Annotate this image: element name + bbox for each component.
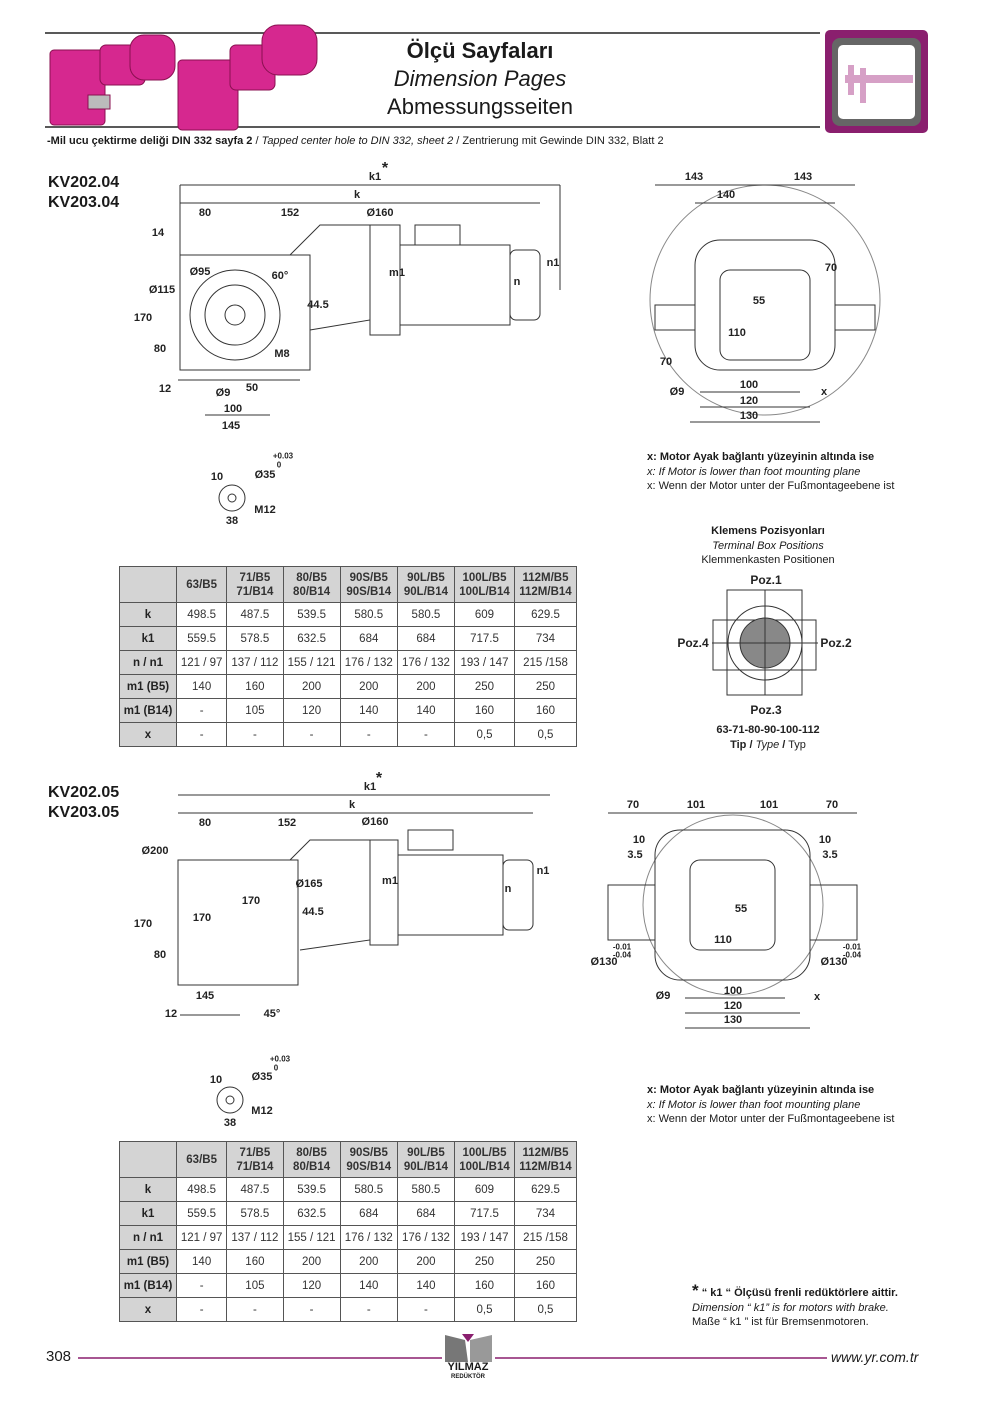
table-body: [120, 1178, 577, 1322]
sep: /: [255, 135, 259, 147]
table-cell: 684: [340, 627, 397, 651]
table-cell: 120: [283, 1274, 340, 1298]
table-cell: 155 / 121: [283, 1226, 340, 1250]
din-note-en: Tapped center hole to DIN 332, sheet 2: [261, 135, 454, 147]
model-name: KV203.05: [48, 804, 120, 821]
dim-label: 10: [209, 1074, 223, 1086]
dimension-table-1: [119, 566, 577, 747]
table-cell: 632.5: [283, 627, 340, 651]
col-header: 90L/B5 90L/B14: [397, 1142, 454, 1178]
table-cell: 0,5: [514, 1298, 576, 1322]
table-cell: 632.5: [283, 1202, 340, 1226]
table-row: [120, 1226, 577, 1250]
dim-label: Ø200: [141, 845, 169, 857]
dim-label: k1: [363, 781, 377, 793]
product-image: [50, 25, 317, 130]
dim-label: M12: [251, 1105, 273, 1117]
sep: /: [749, 739, 753, 751]
table-cell: 250: [514, 1250, 576, 1274]
row-label: m1 (B14): [120, 1274, 177, 1298]
table-cell: -: [397, 723, 454, 747]
dim-label: 10: [210, 471, 224, 483]
table-cell: 121 / 97: [177, 1226, 227, 1250]
table-cell: 539.5: [283, 603, 340, 627]
pos-3-label: Poz.3: [750, 703, 782, 717]
table-cell: -: [340, 1298, 397, 1322]
din-note-tr: -Mil ucu çektirme deliği DIN 332 sayfa 2: [47, 135, 253, 147]
dim-label: 80: [198, 817, 212, 829]
col-header: 63/B5: [177, 1142, 227, 1178]
dim-label: 80: [153, 343, 167, 355]
table-cell: 105: [227, 699, 283, 723]
table-cell: 578.5: [227, 1202, 283, 1226]
table-cell: -: [177, 1274, 227, 1298]
note-en: x: If Motor is lower than foot mounting plane: [647, 465, 861, 478]
tb-type: [730, 739, 806, 751]
dim-label: Ø95: [189, 266, 211, 278]
table-cell: 105: [227, 1274, 283, 1298]
table-cell: -: [227, 723, 283, 747]
footnote-tr: “ k1 “ Ölçüsü frenli redüktörlere aittir.: [701, 1287, 898, 1299]
dim-label: Ø115: [148, 284, 176, 296]
dim-label: 145: [221, 420, 241, 432]
row-label: n / n1: [120, 1226, 177, 1250]
model-title-2: [48, 783, 119, 823]
dim-label: 70: [626, 799, 640, 811]
table-cell: 734: [514, 627, 576, 651]
col-header: 112M/B5 112M/B14: [514, 567, 576, 603]
table-cell: 215 /158: [514, 651, 576, 675]
footnote-en: Dimension “ k1” is for motors with brake.: [692, 1301, 889, 1314]
table-cell: 629.5: [514, 603, 576, 627]
table-row: [120, 651, 577, 675]
row-label: m1 (B5): [120, 675, 177, 699]
table-cell: 193 / 147: [455, 651, 515, 675]
col-header: 80/B5 80/B14: [283, 1142, 340, 1178]
shaft-detail-1: [219, 485, 245, 511]
page-number: 308: [46, 1348, 72, 1365]
table-row: [120, 1202, 577, 1226]
model-name: KV202.04: [48, 174, 120, 191]
dim-label: Ø35: [254, 469, 276, 481]
table-cell: 121 / 97: [177, 651, 227, 675]
table-cell: 137 / 112: [227, 1226, 283, 1250]
row-label: x: [120, 723, 177, 747]
table-cell: -: [227, 1298, 283, 1322]
dim-label: k: [348, 799, 356, 811]
dim-label: 80: [153, 949, 167, 961]
table-row: [120, 1298, 577, 1322]
col-header: 90S/B5 90S/B14: [340, 1142, 397, 1178]
row-label: m1 (B14): [120, 699, 177, 723]
table-cell: -: [177, 1298, 227, 1322]
dim-label: M12: [254, 504, 276, 516]
table-cell: -: [177, 699, 227, 723]
table-row: [120, 627, 577, 651]
table-cell: 160: [514, 699, 576, 723]
dim-label: k: [353, 189, 361, 201]
caliper-icon: [825, 30, 928, 133]
table-cell: 160: [455, 699, 515, 723]
dim-label: 120: [723, 1000, 743, 1012]
dim-label: x: [813, 991, 821, 1003]
table-row: [120, 603, 577, 627]
dim-label: 12: [158, 383, 172, 395]
dim-label: *: [381, 160, 389, 177]
dim-label: 152: [280, 207, 300, 219]
dim-label: Ø160: [366, 207, 394, 219]
table-cell: 487.5: [227, 603, 283, 627]
table-row: [120, 675, 577, 699]
din-note: [47, 135, 664, 147]
table-cell: 498.5: [177, 603, 227, 627]
col-header: 112M/B5 112M/B14: [514, 1142, 576, 1178]
table-cell: -: [283, 723, 340, 747]
table-cell: 717.5: [455, 627, 515, 651]
table-cell: 137 / 112: [227, 651, 283, 675]
table-cell: 160: [514, 1274, 576, 1298]
note-de: x: Wenn der Motor unter der Fußmontageebene ist: [647, 480, 895, 492]
table-cell: 580.5: [397, 1178, 454, 1202]
table-cell: 200: [397, 675, 454, 699]
corner-cell: [120, 567, 177, 603]
side-view-1: [178, 185, 560, 415]
table-cell: 193 / 147: [455, 1226, 515, 1250]
table-cell: 160: [455, 1274, 515, 1298]
table-cell: 609: [455, 603, 515, 627]
dim-label: 12: [164, 1008, 178, 1020]
table-cell: 200: [340, 675, 397, 699]
table-cell: 539.5: [283, 1178, 340, 1202]
yilmaz-logo: [445, 1334, 492, 1362]
pos-4-label: Poz.4: [677, 636, 709, 650]
row-label: m1 (B5): [120, 1250, 177, 1274]
dim-label: Ø130: [820, 956, 848, 968]
dim-label: 120: [739, 395, 759, 407]
dim-label: n: [513, 276, 521, 288]
dim-label: 38: [225, 515, 239, 527]
table-row: [120, 1250, 577, 1274]
table-cell: 487.5: [227, 1178, 283, 1202]
dim-label: Ø9: [669, 386, 685, 398]
dim-label: 0: [276, 460, 282, 470]
dim-label: 100: [723, 985, 743, 997]
motor-note-1: [647, 450, 894, 494]
table-cell: -: [340, 723, 397, 747]
tb-title-de: Klemmenkasten Positionen: [701, 554, 835, 566]
dim-label: 140: [716, 189, 736, 201]
col-header: 100L/B5 100L/B14: [455, 1142, 515, 1178]
table-cell: 559.5: [177, 627, 227, 651]
pos-1-label: Poz.1: [750, 573, 782, 587]
terminal-box-title: [668, 524, 868, 568]
dim-label: 130: [739, 410, 759, 422]
col-header: 63/B5: [177, 567, 227, 603]
tb-title-en: Terminal Box Positions: [712, 539, 824, 552]
model-title-1: [48, 173, 119, 213]
table-cell: 0,5: [455, 723, 515, 747]
dim-label: 100: [223, 403, 243, 415]
dim-label: 10: [632, 834, 646, 846]
dim-label: M8: [274, 348, 290, 360]
table-cell: 629.5: [514, 1178, 576, 1202]
table-cell: 176 / 132: [397, 1226, 454, 1250]
table-cell: 609: [455, 1178, 515, 1202]
footnote-de: Maße “ k1 ” ist für Bremsenmotoren.: [692, 1316, 869, 1328]
dim-label: -0.01: [842, 942, 862, 952]
dim-label: 0: [273, 1063, 279, 1073]
dim-label: 70: [824, 262, 838, 274]
logo-sub: REDÜKTÖR: [451, 1374, 485, 1380]
motor-note-2: [647, 1083, 894, 1127]
dim-label: +0.03: [272, 451, 294, 461]
dim-label: 170: [241, 895, 261, 907]
dim-label: +0.03: [269, 1054, 291, 1064]
dim-label: 80: [198, 207, 212, 219]
row-label: k1: [120, 1202, 177, 1226]
dim-label: 55: [734, 903, 748, 915]
table-cell: 160: [227, 675, 283, 699]
dim-label: -0.04: [612, 950, 632, 960]
dim-label: 70: [659, 356, 673, 368]
col-header: 90L/B5 90L/B14: [397, 567, 454, 603]
sep: /: [456, 135, 460, 147]
dim-label: Ø130: [590, 956, 618, 968]
model-name: KV203.04: [48, 194, 120, 211]
table-cell: 200: [283, 1250, 340, 1274]
dim-label: 44.5: [302, 906, 324, 918]
dim-label: 110: [714, 934, 732, 946]
dim-label: m1: [382, 875, 398, 887]
type-tr: Tip: [730, 739, 747, 751]
dim-label: 55: [752, 295, 766, 307]
table-body: [120, 603, 577, 747]
table-row: [120, 723, 577, 747]
table-cell: 717.5: [455, 1202, 515, 1226]
col-header: 71/B5 71/B14: [227, 1142, 283, 1178]
table-cell: 0,5: [455, 1298, 515, 1322]
title-en: Dimension Pages: [393, 66, 567, 91]
table-header-row: [120, 1142, 577, 1178]
dim-label: -0.04: [842, 950, 862, 960]
asterisk: *: [692, 1281, 699, 1300]
dim-label: 143: [684, 171, 704, 183]
dim-label: Ø9: [655, 990, 671, 1002]
note-tr: x: Motor Ayak bağlantı yüzeyinin altında ise: [647, 451, 875, 463]
table-cell: 580.5: [340, 603, 397, 627]
table-cell: 498.5: [177, 1178, 227, 1202]
din-note-de: Zentrierung mit Gewinde DIN 332, Blatt 2: [462, 135, 664, 147]
col-header: 90S/B5 90S/B14: [340, 567, 397, 603]
table-cell: 120: [283, 699, 340, 723]
dim-label: 145: [195, 990, 215, 1002]
dim-label: x: [820, 386, 828, 398]
table-cell: 140: [340, 1274, 397, 1298]
table-cell: 140: [397, 1274, 454, 1298]
table-cell: 684: [397, 1202, 454, 1226]
pos-2-label: Poz.2: [820, 636, 852, 650]
dim-label: 101: [759, 799, 779, 811]
dim-label: 14: [151, 227, 165, 239]
row-label: k1: [120, 627, 177, 651]
dim-label: 45°: [263, 1008, 281, 1020]
table-cell: 200: [397, 1250, 454, 1274]
dim-label: 3.5: [627, 849, 643, 861]
table-row: [120, 1178, 577, 1202]
dim-label: 10: [818, 834, 832, 846]
table-cell: 580.5: [397, 603, 454, 627]
dim-label: 110: [728, 327, 746, 339]
title-tr: Ölçü Sayfaları: [406, 38, 554, 63]
dim-label: 70: [825, 799, 839, 811]
table-cell: 684: [340, 1202, 397, 1226]
table-cell: 250: [455, 675, 515, 699]
table-cell: 578.5: [227, 627, 283, 651]
tb-title-tr: Klemens Pozisyonları: [711, 525, 825, 537]
table-cell: 140: [177, 675, 227, 699]
dim-label: n1: [536, 865, 550, 877]
note-de: x: Wenn der Motor unter der Fußmontageebene ist: [647, 1113, 895, 1125]
shaft-detail-2: [217, 1087, 243, 1113]
dim-label: 130: [723, 1014, 743, 1026]
table-cell: 176 / 132: [340, 1226, 397, 1250]
k1-footnote: [692, 1281, 898, 1330]
website-link[interactable]: www.yr.com.tr: [831, 1349, 919, 1365]
dim-label: 100: [739, 379, 759, 391]
dim-label: 38: [223, 1117, 237, 1129]
note-en: x: If Motor is lower than foot mounting plane: [647, 1098, 861, 1111]
table-cell: 200: [340, 1250, 397, 1274]
col-header: 80/B5 80/B14: [283, 567, 340, 603]
corner-cell: [120, 1142, 177, 1178]
table-cell: 140: [340, 699, 397, 723]
terminal-box-diagram: [712, 590, 818, 695]
dim-label: 170: [192, 912, 212, 924]
dim-label: m1: [389, 267, 405, 279]
title-de: Abmessungsseiten: [387, 94, 573, 119]
row-label: k: [120, 1178, 177, 1202]
dim-label: -0.01: [612, 942, 632, 952]
dim-label: n1: [546, 257, 560, 269]
type-en: Type: [755, 739, 780, 751]
table-cell: -: [397, 1298, 454, 1322]
table-cell: 0,5: [514, 723, 576, 747]
dim-label: 170: [133, 312, 153, 324]
dimension-table-2: [119, 1141, 577, 1322]
row-label: x: [120, 1298, 177, 1322]
table-cell: 684: [397, 627, 454, 651]
col-header: 71/B5 71/B14: [227, 567, 283, 603]
table-cell: 559.5: [177, 1202, 227, 1226]
dim-label: Ø35: [251, 1071, 273, 1083]
table-cell: 200: [283, 675, 340, 699]
tb-sizes: 63-71-80-90-100-112: [716, 724, 820, 736]
dim-label: 44.5: [307, 299, 329, 311]
col-header: 100L/B5 100L/B14: [455, 567, 515, 603]
dim-label: Ø160: [361, 816, 389, 828]
dim-label: Ø9: [215, 387, 231, 399]
table-cell: 155 / 121: [283, 651, 340, 675]
dim-label: *: [375, 770, 383, 787]
note-tr: x: Motor Ayak bağlantı yüzeyinin altında ise: [647, 1084, 875, 1096]
dim-label: 60°: [271, 270, 289, 282]
dim-label: k1: [368, 171, 382, 183]
row-label: n / n1: [120, 651, 177, 675]
table-cell: 176 / 132: [340, 651, 397, 675]
table-cell: 140: [177, 1250, 227, 1274]
table-cell: 176 / 132: [397, 651, 454, 675]
yilmaz-logo-text: [440, 1362, 496, 1382]
table-cell: 580.5: [340, 1178, 397, 1202]
table-cell: 215 /158: [514, 1226, 576, 1250]
table-header-row: [120, 567, 577, 603]
table-row: [120, 1274, 577, 1298]
table-cell: 140: [397, 699, 454, 723]
sep: /: [782, 739, 786, 751]
dim-label: 152: [277, 817, 297, 829]
table-cell: 734: [514, 1202, 576, 1226]
dim-label: Ø165: [295, 878, 323, 890]
table-cell: -: [177, 723, 227, 747]
table-cell: 250: [514, 675, 576, 699]
table-cell: 160: [227, 1250, 283, 1274]
logo-name: YILMAZ: [447, 1361, 489, 1373]
dim-label: 3.5: [822, 849, 838, 861]
table-cell: 250: [455, 1250, 515, 1274]
table-row: [120, 699, 577, 723]
type-de: Typ: [788, 739, 806, 751]
table-cell: -: [283, 1298, 340, 1322]
dim-label: 101: [686, 799, 706, 811]
dim-label: 50: [245, 382, 259, 394]
dim-label: 170: [133, 918, 153, 930]
row-label: k: [120, 603, 177, 627]
dim-label: n: [504, 883, 512, 895]
model-name: KV202.05: [48, 784, 120, 801]
dim-label: 143: [793, 171, 813, 183]
side-view-2: [178, 795, 550, 1015]
